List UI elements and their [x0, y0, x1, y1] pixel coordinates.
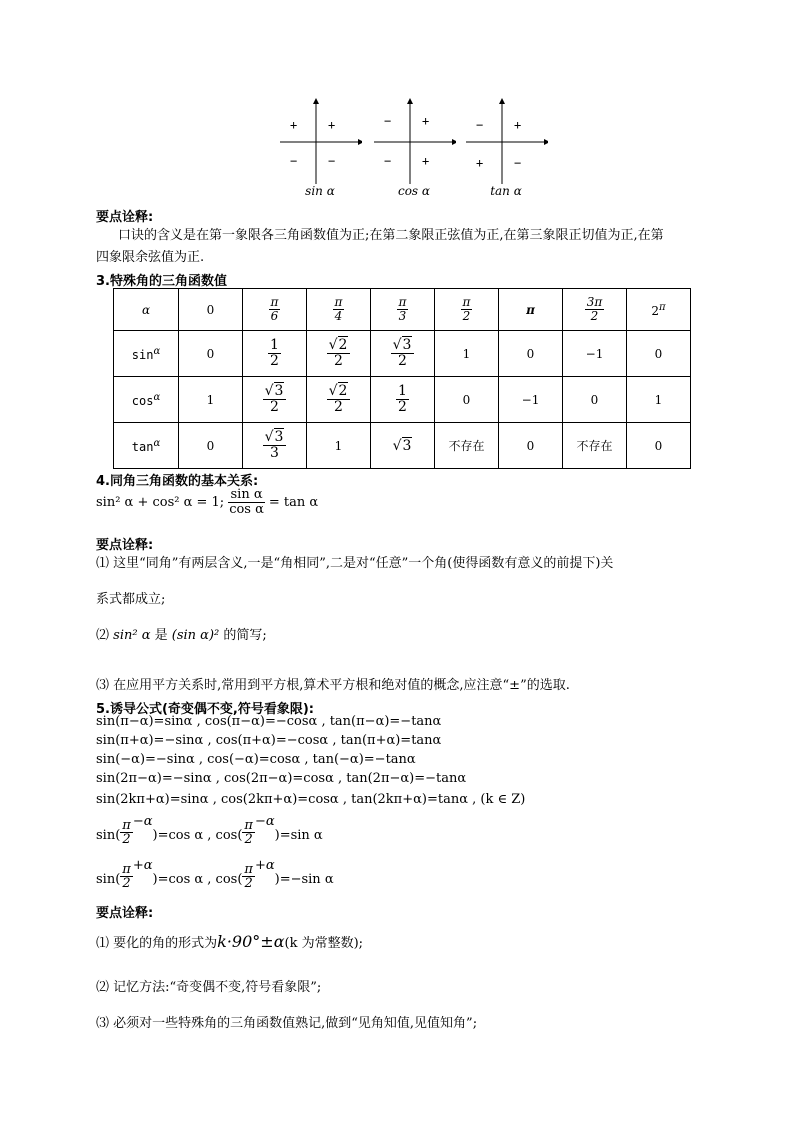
cell: √3 [371, 423, 435, 469]
den: cos α [229, 501, 264, 517]
cell: 0 [499, 423, 563, 469]
cell: 1 [435, 331, 499, 377]
suffix: (k 为常整数); [284, 936, 364, 951]
axes-icon [372, 98, 456, 184]
cell [307, 289, 371, 331]
q3-sign: + [476, 156, 484, 170]
q1-sign: + [514, 118, 522, 132]
num: √2 [327, 338, 351, 354]
formula-line: sin(2π−α)=−sinα , cos(2π−α)=cosα , tan(2π−α)=−tanα [96, 771, 467, 786]
item-number: ⑵ [96, 628, 110, 643]
sin-quadrant-diagram [278, 98, 362, 200]
q4-sign: − [514, 156, 522, 170]
prefix: sin( [96, 872, 121, 887]
cell: 1 [179, 377, 243, 423]
note-heading: 要点诠释: [96, 210, 154, 225]
num: 1 [270, 337, 279, 354]
den: 2 [122, 832, 131, 848]
term: +α [254, 858, 275, 873]
table-header-row [114, 289, 691, 331]
num: π [244, 817, 253, 833]
prefix: ⑴ 要化的角的形式为 [96, 936, 218, 951]
note-item-3: ⑶ 在应用平方关系时,常用到平方根,算术平方根和绝对值的概念,应注意“±”的选取. [96, 678, 570, 693]
diagram-caption: cos α [397, 184, 431, 198]
alpha-sup: α [153, 391, 161, 403]
section-heading: 3.特殊角的三角函数值 [96, 274, 227, 289]
radicand: 2 [338, 383, 348, 400]
num: π [270, 295, 279, 310]
num: sin α [230, 487, 263, 502]
section-heading: 5.诱导公式(奇变偶不变,符号看象限): [96, 702, 315, 717]
formula-line: sin(π+α)=−sinα , cos(π+α)=−cosα , tan(π+α)=tanα [96, 733, 442, 748]
diagram-caption: sin α [305, 184, 335, 198]
cell: 0 [499, 331, 563, 377]
q2-sign: + [290, 118, 298, 132]
den: 2 [398, 399, 407, 415]
mid: )=cos α , cos( [152, 872, 243, 887]
den: 2 [244, 832, 253, 848]
num: 1 [398, 383, 407, 400]
alpha-sup: α [153, 437, 161, 449]
cell: 0 [627, 423, 691, 469]
den: 4 [334, 309, 343, 323]
fn-label: sin [131, 347, 154, 362]
den: 3 [270, 445, 279, 461]
num: π [244, 861, 253, 877]
note-item-1 [96, 932, 363, 954]
half-angle-formula-2 [96, 858, 334, 892]
radicand: 3 [274, 429, 284, 446]
num: π [334, 295, 343, 310]
den: 2 [334, 399, 343, 415]
fn-label: tan [131, 439, 154, 454]
den: 2 [270, 399, 279, 415]
expr: k·90°±α [217, 932, 285, 951]
cell: 0 [563, 377, 627, 423]
num: π [122, 817, 131, 833]
num: π [462, 295, 471, 310]
note-heading: 要点诠释: [96, 538, 154, 553]
q2-sign: − [476, 118, 484, 132]
num: √3 [391, 338, 415, 354]
table-row-sin [114, 331, 691, 377]
cell-alpha: α [114, 289, 179, 331]
diagram-caption: tan α [490, 184, 522, 198]
note-item-2 [96, 626, 267, 646]
cell [627, 289, 691, 331]
cell: 不存在 [435, 423, 499, 469]
note-item-2: ⑵ 记忆方法:“奇变偶不变,符号看象限”; [96, 980, 322, 995]
den: 3 [398, 309, 407, 323]
q4-sign: + [422, 154, 430, 168]
cell: 0 [435, 377, 499, 423]
den: 2 [398, 353, 407, 369]
q3-sign: − [290, 154, 298, 168]
cell [435, 289, 499, 331]
formula-right: = tan α [268, 494, 319, 510]
axes-icon [278, 98, 362, 184]
num: √2 [327, 384, 351, 400]
row-label [114, 423, 179, 469]
table-row-cos [114, 377, 691, 423]
note-item-3: ⑶ 必须对一些特殊角的三角函数值熟记,做到“见角知值,见值知角”; [96, 1016, 478, 1031]
q1-sign: + [422, 114, 430, 128]
cell [371, 331, 435, 377]
suffix: 的简写; [223, 628, 267, 643]
expr: sin² α [113, 628, 151, 643]
radicand: 2 [338, 337, 348, 354]
note-text-line2: 四象限余弦值为正. [96, 250, 205, 265]
special-angle-table [113, 288, 691, 469]
cell [243, 331, 307, 377]
den: 2 [270, 353, 279, 369]
expr: (sin α)² [171, 628, 220, 643]
cell [307, 331, 371, 377]
suffix: )=−sin α [274, 872, 334, 887]
cell: −1 [499, 377, 563, 423]
row-label [114, 331, 179, 377]
table-row-tan [114, 423, 691, 469]
suffix: )=sin α [274, 828, 323, 843]
row-label [114, 377, 179, 423]
cell: 不存在 [563, 423, 627, 469]
cell [243, 289, 307, 331]
cell: 0 [627, 331, 691, 377]
term: −α [132, 814, 153, 829]
note-item-1-cont: 系式都成立; [96, 592, 166, 607]
den: 6 [270, 309, 279, 323]
radicand: 3 [402, 437, 412, 454]
formula-line: sin(−α)=−sinα , cos(−α)=cosα , tan(−α)=−tanα [96, 752, 416, 767]
cos-quadrant-diagram [372, 98, 456, 200]
mid: )=cos α , cos( [152, 828, 243, 843]
identity-formula [96, 488, 318, 516]
den: 2 [122, 876, 131, 892]
cell: 0 [179, 289, 243, 331]
den: 2 [334, 353, 343, 369]
half-angle-formula-1 [96, 814, 323, 848]
cell [499, 289, 563, 331]
q4-sign: − [328, 154, 336, 168]
den: 2 [462, 309, 471, 323]
section-heading: 4.同角三角函数的基本关系: [96, 474, 259, 489]
prefix: sin( [96, 828, 121, 843]
term: +α [132, 858, 153, 873]
note-text-line1: 口诀的含义是在第一象限各三角函数值为正;在第二象限正弦值为正,在第三象限正切值为正,在第 [118, 228, 664, 243]
cell [563, 289, 627, 331]
num: 3π [586, 295, 603, 310]
pi-sup: π [659, 301, 666, 313]
tan-quadrant-diagram [464, 98, 548, 200]
alpha-sup: α [153, 345, 161, 357]
num: √3 [263, 384, 287, 400]
cell: 1 [627, 377, 691, 423]
formula-line: sin(π−α)=sinα , cos(π−α)=−cosα , tan(π−α)=−tanα [96, 714, 442, 729]
fn-label: cos [131, 393, 154, 408]
cell: 0 [179, 423, 243, 469]
cell [307, 377, 371, 423]
term: −α [254, 814, 275, 829]
den: 2 [244, 876, 253, 892]
axes-icon [464, 98, 548, 184]
formula-line: sin(2kπ+α)=sinα , cos(2kπ+α)=cosα , tan(2kπ+α)=tanα , (k ∈ Z) [96, 792, 526, 807]
cell: 0 [179, 331, 243, 377]
connector: 是 [154, 628, 168, 643]
radicand: 3 [274, 383, 284, 400]
radicand: 3 [402, 337, 412, 354]
num: π [122, 861, 131, 877]
num: √3 [263, 430, 287, 446]
formula-left: sin² α + cos² α = 1; [96, 494, 225, 510]
q2-sign: − [384, 114, 392, 128]
den: 2 [590, 309, 599, 323]
cell: −1 [563, 331, 627, 377]
num: π [398, 295, 407, 310]
coef: 2 [651, 303, 660, 318]
cell [371, 289, 435, 331]
cell [243, 377, 307, 423]
q3-sign: − [384, 154, 392, 168]
pi-symbol: π [526, 302, 535, 317]
cell: 1 [307, 423, 371, 469]
q1-sign: + [328, 118, 336, 132]
cell [243, 423, 307, 469]
cell [371, 377, 435, 423]
note-item-1: ⑴ 这里“同角”有两层含义,一是“角相同”,二是对“任意”一个角(使得函数有意义的前提下)关 [96, 556, 614, 571]
note-heading: 要点诠释: [96, 906, 154, 921]
